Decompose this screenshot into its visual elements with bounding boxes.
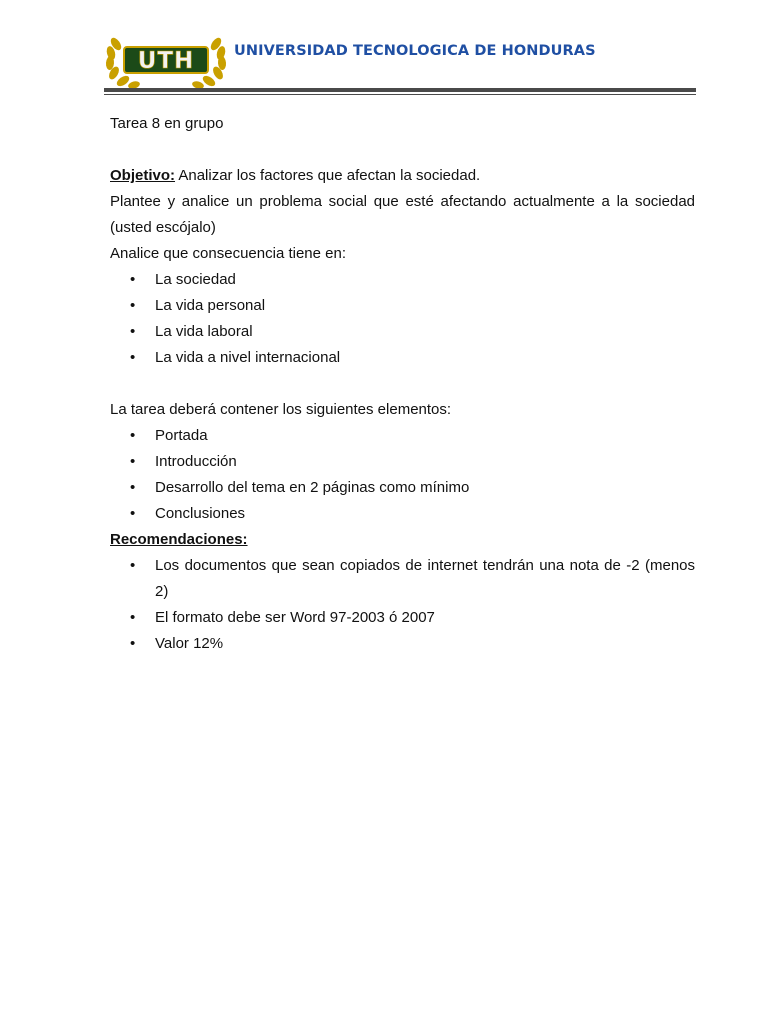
list-item: • Portada [110,423,695,449]
list-item: • Introducción [110,449,695,475]
objective-text: Analizar los factores que afectan la sociedad. [175,167,481,184]
logo-text: UTH [137,48,195,74]
list-item: • El formato debe ser Word 97-2003 ó 2007 [110,605,695,631]
recommendations-list [110,553,695,657]
header-rule-thick [104,88,696,92]
header-rule-thin [104,94,696,95]
bullet-icon: • [130,479,136,496]
bullet-icon: • [130,349,136,366]
assignment-title: Tarea 8 en grupo [110,115,224,132]
spacer [110,137,695,163]
institution-name: UNIVERSIDAD TECNOLOGICA DE HONDURAS [234,43,596,59]
document-header [104,28,696,98]
list-item: • La sociedad [110,267,695,293]
objective-label: Objetivo: [110,167,176,184]
list-item: • Valor 12% [110,631,695,657]
elements-list [110,423,695,527]
bullet-icon: • [130,635,136,652]
consequence-list [110,267,695,371]
objective-paragraph [110,163,695,189]
bullet-icon: • [130,427,136,444]
list-item: • Los documentos que sean copiados de internet tendrán una nota de -2 (menos 2) [110,553,695,605]
uth-logo [104,30,228,88]
list-item: • La vida a nivel internacional [110,345,695,371]
bullet-icon: • [130,297,136,314]
instruction-paragraph: Plantee y analice un problema social que esté afectando actualmente a la sociedad (usted escójalo) [110,193,695,236]
bullet-icon: • [130,271,136,288]
list-item: • La vida personal [110,293,695,319]
spacer [110,371,695,397]
consequence-prompt: Analice que consecuencia tiene en: [110,245,347,262]
bullet-icon: • [130,609,136,626]
bullet-icon: • [130,557,136,574]
list-item: • Desarrollo del tema en 2 páginas como mínimo [110,475,695,501]
bullet-icon: • [130,505,136,522]
list-item: • La vida laboral [110,319,695,345]
bullet-icon: • [130,453,136,470]
list-item: • Conclusiones [110,501,695,527]
recommendations-heading: Recomendaciones: [110,531,248,548]
document-body [110,111,695,657]
elements-prompt: La tarea deberá contener los siguientes elementos: [110,401,452,418]
bullet-icon: • [130,323,136,340]
